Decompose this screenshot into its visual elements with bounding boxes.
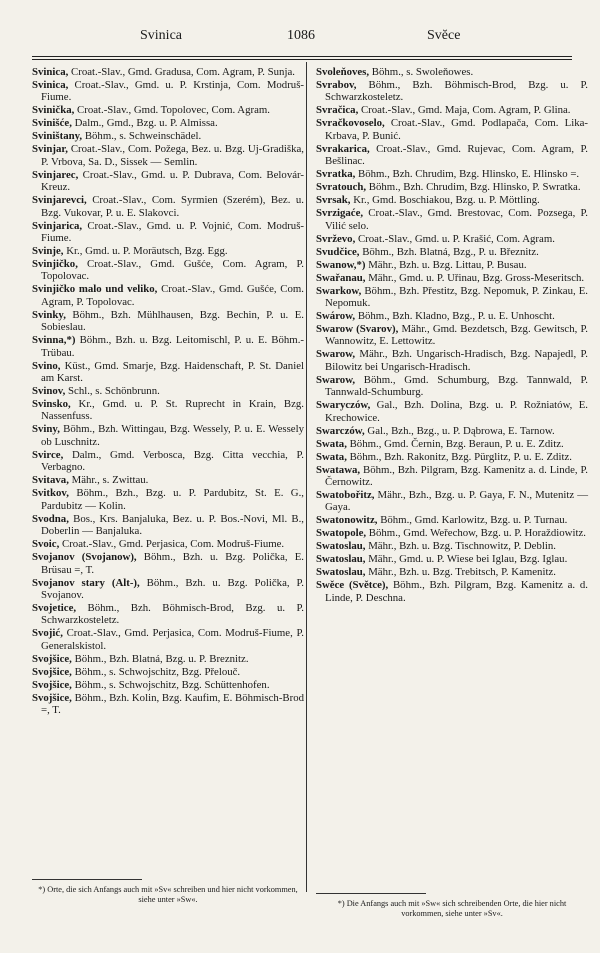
entry-description: Böhm., s. Schweinschädel.	[84, 130, 202, 143]
entry-description: Croat.-Slav., Gmd. u. P. Krstinja, Com. Modruš-Fiume.	[41, 79, 305, 104]
entry-description: Croat.-Slav., Com. Požega, Bez. u. Bzg. Uj-Gradiška, P. Vrbova, Sa. D., Sissek — Semlin.	[41, 143, 305, 168]
entry-description: Mähr., Bzh. u. Bzg. Tischnowitz, P. Deblin.	[368, 540, 556, 553]
entry-headword: Svratka,	[316, 168, 356, 181]
footnote-rule-left	[32, 879, 142, 880]
entry-description: Böhm., Bzh. u. Bzg. Polička, E. Brüsau =, T.	[41, 551, 305, 576]
gazetteer-entry	[32, 577, 304, 602]
header-left-keyword: Svinica	[140, 28, 182, 43]
gazetteer-entry	[316, 117, 588, 142]
entry-headword: Swata,	[316, 437, 347, 450]
gazetteer-entry	[32, 474, 304, 486]
gazetteer-entry	[316, 425, 588, 437]
header-rule	[32, 56, 572, 60]
entry-description: Gal., Bzh. Dolina, Bzg. u. P. Rožniatów, E. Krechowice.	[325, 399, 589, 424]
entry-headword: Svračkovoselo,	[316, 117, 385, 130]
gazetteer-entry	[316, 489, 588, 514]
gazetteer-entry	[316, 194, 588, 206]
gazetteer-entry	[32, 487, 304, 512]
entry-description: Mähr., s. Zwittau.	[71, 474, 149, 487]
entry-headword: Sviništany,	[32, 130, 83, 143]
entry-description: Böhm., s. Schwojschitz, Bzg. Přelouč.	[74, 665, 241, 678]
gazetteer-entry	[32, 283, 304, 308]
gazetteer-entry	[32, 513, 304, 538]
entry-description: Gal., Bzh., Bzg., u. P. Dąbrowa, E. Tarnow.	[367, 424, 555, 437]
entry-headword: Svodna,	[32, 512, 69, 525]
gazetteer-entry	[316, 399, 588, 424]
entry-headword: Swatawa,	[316, 463, 361, 476]
entry-description: Böhm., s. Swoleňowes.	[371, 66, 474, 78]
gazetteer-entry	[316, 438, 588, 450]
entry-headword: Svoleňoves,	[316, 66, 370, 78]
entry-description: Böhm., Bzh. u. Bzg. Polička, P. Svojanov.	[41, 576, 304, 601]
entry-description: Küst., Gmd. Smarje, Bzg. Haidenschaft, P. St. Daniel am Karst.	[41, 359, 304, 385]
gazetteer-entry	[316, 66, 588, 78]
entry-description: Böhm., Bzh. Chrudim, Bzg. Hlinsko, P. Swratka.	[368, 181, 581, 194]
gazetteer-entry	[316, 168, 588, 180]
entry-headword: Swárow,	[316, 310, 356, 323]
entry-headword: Swanow,*)	[316, 258, 366, 271]
entry-headword: Swata,	[316, 450, 347, 463]
entry-description: Dalm., Gmd. Verbosca, Bzg. Citta vecchia, P. Verbagno.	[41, 448, 304, 474]
gazetteer-entry	[316, 514, 588, 526]
gazetteer-entry	[316, 553, 588, 565]
gazetteer-entry	[32, 117, 304, 129]
gazetteer-entry	[32, 398, 304, 423]
entry-description: Böhm., Gmd. Schumburg, Bzg. Tannwald, P. Tannwald-Schumburg.	[325, 373, 589, 399]
gazetteer-entry	[32, 551, 304, 576]
entry-description: Böhm., Bzh. Rakonitz, Bzg. Pürglitz, P. u. E. Zditz.	[349, 450, 572, 463]
gazetteer-entry	[32, 143, 304, 168]
entry-headword: Svinjičko malo und veliko,	[32, 283, 158, 296]
entry-description: Croat.-Slav., Gmd. Brestovac, Com. Pozsega, P. Vilić selo.	[325, 207, 588, 232]
entry-headword: Svinsko,	[32, 398, 71, 411]
entry-description: Böhm., Bzh. Pilgram, Bzg. Kamenitz a. d. Linde, P. Černowitz.	[325, 463, 588, 489]
gazetteer-entry	[32, 679, 304, 691]
gazetteer-entry	[32, 334, 304, 359]
entry-description: Böhm., Bzh. Mühlhausen, Bzg. Bechin, P. u. E. Sobieslau.	[41, 308, 304, 334]
gazetteer-entry	[32, 423, 304, 448]
entry-headword: Swarow,	[316, 373, 356, 386]
footnote-rule-right	[316, 893, 426, 894]
gazetteer-entry	[316, 207, 588, 232]
entry-headword: Svojanov stary (Alt-),	[32, 576, 140, 589]
entry-description: Croat.-Slav., Gmd. Gušće, Com. Agram, P. Topolovac.	[41, 283, 304, 308]
entry-description: Böhm., Bzh. Přestitz, Bzg. Nepomuk, P. Zinkau, E. Nepomuk.	[325, 284, 589, 310]
gazetteer-entry	[32, 79, 304, 104]
entry-headword: Svinje,	[32, 245, 64, 258]
entry-headword: Svinna,*)	[32, 334, 76, 347]
header-right-keyword: Svĕce	[427, 28, 461, 43]
entry-headword: Swarow,	[316, 348, 356, 361]
gazetteer-entry	[316, 246, 588, 258]
gazetteer-entry	[32, 449, 304, 474]
entry-description: Croat.-Slav., Gmd. Gradusa, Com. Agram, P. Sunja.	[71, 66, 295, 78]
page-number: 1086	[287, 28, 315, 43]
column-divider	[306, 62, 307, 892]
entry-description: Böhm., Bzh. Chrudim, Bzg. Hlinsko, E. Hlinsko =.	[358, 168, 580, 181]
entry-headword: Svinica,	[32, 66, 69, 78]
left-column	[32, 66, 304, 717]
entry-headword: Svrabov,	[316, 79, 357, 91]
gazetteer-entry	[316, 104, 588, 116]
entry-headword: Svojšice,	[32, 665, 72, 678]
entry-headword: Swatoslau,	[316, 540, 366, 553]
entry-description: Croat.-Slav., Gmd. u. P. Dubrava, Com. Belovár-Kreuz.	[41, 168, 304, 194]
entry-headword: Swarczów,	[316, 424, 365, 437]
gazetteer-entry	[316, 323, 588, 348]
page-header	[0, 28, 600, 48]
entry-description: Mähr., Gmd. u. P. Uřinau, Bzg. Gross-Meseritsch.	[368, 271, 585, 284]
entry-headword: Svirce,	[32, 448, 64, 461]
entry-description: Mähr., Bzh., Bzg. u. P. Gaya, F. N., Mutenitz — Gaya.	[325, 489, 588, 514]
gazetteer-entry	[32, 169, 304, 194]
entry-description: Schl., s. Schönbrunn.	[68, 385, 160, 398]
gazetteer-entry	[32, 385, 304, 397]
entry-description: Böhm., Bzh. Böhmisch-Brod, Bzg. u. P. Schwarzkosteletz.	[41, 601, 304, 627]
entry-headword: Svratouch,	[316, 181, 367, 194]
gazetteer-entry	[32, 602, 304, 627]
entry-description: Böhm., Bzh. Kladno, Bzg., P. u. E. Unhoscht.	[357, 310, 555, 323]
entry-headword: Swatoslau,	[316, 553, 366, 566]
gazetteer-entry	[32, 258, 304, 283]
entry-headword: Swatopole,	[316, 527, 367, 540]
entry-headword: Svinky,	[32, 308, 66, 321]
entry-description: Böhm., Bzh. Blatná, Bzg. u. P. Breznitz.	[74, 652, 249, 665]
gazetteer-entry	[316, 579, 588, 604]
entry-headword: Swařanau,	[316, 271, 366, 284]
gazetteer-entry	[316, 348, 588, 373]
entry-description: Böhm., Bzh., Bzg. u. P. Pardubitz, St. E. G., Pardubitz — Kolin.	[41, 487, 305, 512]
entry-headword: Svinjičko,	[32, 258, 78, 271]
entry-headword: Svojšice,	[32, 691, 72, 704]
entry-headword: Svojić,	[32, 627, 63, 640]
entry-headword: Swatonowitz,	[316, 514, 378, 527]
gazetteer-entry	[32, 692, 304, 717]
entry-description: Mähr., Bzh. u. Bzg. Littau, P. Busau.	[368, 258, 527, 271]
entry-headword: Sviny,	[32, 423, 60, 436]
gazetteer-entry	[316, 79, 588, 104]
entry-headword: Swatoslau,	[316, 566, 366, 579]
entry-headword: Swatobořitz,	[316, 489, 375, 502]
entry-description: Croat.-Slav., Gmd. Perjasica, Com. Modruš-Fiume.	[62, 538, 285, 551]
footnote-right: *) Die Anfangs auch mit »Sw« sich schreibenden Orte, die hier nicht vorkommen, siehe unter »Sv«.	[337, 899, 567, 918]
entry-description: Kr., Gmd. u. P. St. Ruprecht in Krain, Bzg. Nassenfuss.	[41, 398, 304, 423]
entry-headword: Svinjarec,	[32, 168, 79, 181]
entry-headword: Svinjarevci,	[32, 194, 87, 207]
entry-description: Böhm., Bzh. u. Bzg. Leitomischl, P. u. E. Böhm.-Trübau.	[41, 334, 304, 359]
entry-headword: Swěce (Světce),	[316, 579, 389, 592]
gazetteer-entry	[316, 285, 588, 310]
gazetteer-entry	[32, 627, 304, 652]
entry-headword: Svino,	[32, 359, 61, 372]
entry-headword: Svinička,	[32, 104, 75, 117]
gazetteer-entry	[316, 527, 588, 539]
entry-description: Croat.-Slav., Gmd. u. P. Vojnić, Com. Modruš-Fiume.	[41, 219, 305, 245]
gazetteer-entry	[32, 194, 304, 219]
gazetteer-entry	[32, 66, 304, 78]
entry-description: Böhm., Gmd. Černin, Bzg. Beraun, P. u. E. Zditz.	[349, 437, 564, 450]
entry-description: Mähr., Gmd. Bezdetsch, Bzg. Gewitsch, P. Wannowitz, E. Lettowitz.	[325, 323, 588, 348]
gazetteer-entry	[316, 540, 588, 552]
entry-description: Croat.-Slav., Com. Syrmien (Szerém), Bez. u. Bzg. Vukovar, P. u. E. Slakovci.	[41, 194, 304, 219]
entry-headword: Svojetice,	[32, 601, 77, 614]
entry-headword: Svudčice,	[316, 245, 360, 258]
gazetteer-entry	[316, 143, 588, 168]
footnote-left: *) Orte, die sich Anfangs auch mit »Sv« schreiben und hier nicht vorkommen, siehe unter »Sw«.	[38, 885, 298, 904]
entry-description: Böhm., s. Schwojschitz, Bzg. Schüttenhofen.	[74, 678, 270, 691]
gazetteer-entry	[316, 566, 588, 578]
entry-description: Croat.-Slav., Gmd. Podlapača, Com. Lika-Krbava, P. Bunić.	[325, 117, 588, 142]
entry-description: Kr., Gmd. u. P. Moräutsch, Bzg. Egg.	[66, 245, 228, 258]
entry-description: Mähr., Bzh. u. Bzg. Trebitsch, P. Kamenitz.	[368, 566, 556, 579]
entry-description: Bos., Krs. Banjaluka, Bez. u. P. Bos.-Novi, Ml. B., Doberlin — Banjaluka.	[41, 512, 305, 538]
entry-description: Mähr., Bzh. Ungarisch-Hradisch, Bzg. Napajedl, P. Bilowitz bei Ungarisch-Hradisch.	[325, 348, 589, 373]
gazetteer-entry	[316, 464, 588, 489]
entry-description: Mähr., Gmd. u. P. Wiese bei Iglau, Bzg. Iglau.	[368, 553, 568, 566]
gazetteer-entry	[32, 130, 304, 142]
gazetteer-entry	[32, 666, 304, 678]
entry-headword: Svrzigaće,	[316, 207, 364, 220]
entry-description: Croat.-Slav., Gmd. Gušće, Com. Agram, P. Topolovac.	[41, 258, 304, 283]
gazetteer-entry	[32, 538, 304, 550]
entry-headword: Svojšice,	[32, 678, 72, 691]
entry-headword: Svinica,	[32, 79, 69, 91]
gazetteer-entry	[32, 309, 304, 334]
entry-headword: Svojšice,	[32, 652, 72, 665]
entry-description: Kr., Gmd. Boschiakou, Bzg. u. P. Möttling.	[353, 194, 540, 207]
gazetteer-entry	[32, 653, 304, 665]
gazetteer-entry	[32, 220, 304, 245]
gazetteer-entry	[316, 374, 588, 399]
gazetteer-entry	[316, 259, 588, 271]
entry-description: Böhm., Gmd. Karlowitz, Bzg. u. P. Turnau.	[380, 514, 568, 527]
gazetteer-entry	[32, 360, 304, 385]
entry-description: Croat.-Slav., Gmd. u. P. Krašić, Com. Agram.	[357, 232, 555, 245]
entry-headword: Swarkow,	[316, 284, 362, 297]
entry-headword: Svrževo,	[316, 232, 356, 245]
gazetteer-entry	[316, 272, 588, 284]
entry-headword: Svinov,	[32, 385, 66, 398]
entry-description: Dalm., Gmd., Bzg. u. P. Almissa.	[74, 117, 218, 130]
entry-description: Croat.-Slav., Gmd. Rujevac, Com. Agram, P. Bešlinac.	[325, 142, 589, 168]
entry-headword: Svrakarica,	[316, 142, 370, 155]
right-column	[316, 66, 588, 605]
entry-headword: Svitava,	[32, 474, 69, 487]
gazetteer-entry	[32, 245, 304, 257]
entry-description: Böhm., Bzh. Blatná, Bzg., P. u. Březnitz.	[362, 245, 539, 258]
gazetteer-entry	[316, 310, 588, 322]
entry-headword: Svojanov (Svojanow),	[32, 551, 137, 564]
entry-description: Böhm., Bzh. Pilgram, Bzg. Kamenitz a. d. Linde, P. Deschna.	[325, 579, 588, 604]
entry-description: Böhm., Bzh. Böhmisch-Brod, Bzg. u. P. Schwarzkosteletz.	[325, 79, 588, 104]
entry-headword: Svinjarica,	[32, 219, 83, 232]
gazetteer-entry	[32, 104, 304, 116]
entry-headword: Svitkov,	[32, 487, 69, 500]
entry-description: Croat.-Slav., Gmd. Perjasica, Com. Modruš-Fiume, P. Generalskistol.	[41, 627, 304, 652]
entry-description: Böhm., Bzh. Kolin, Bzg. Kaufim, E. Böhmisch-Brod =, T.	[41, 691, 305, 717]
entry-description: Böhm., Bzh. Wittingau, Bzg. Wessely, P. u. E. Wessely ob Luschnitz.	[41, 423, 305, 448]
entry-description: Croat.-Slav., Gmd. Maja, Com. Agram, P. Glina.	[360, 104, 571, 117]
entry-headword: Svinišće,	[32, 117, 72, 130]
entry-headword: Swaryczów,	[316, 399, 371, 412]
entry-description: Croat.-Slav., Gmd. Topolovec, Com. Agram.	[77, 104, 270, 117]
entry-headword: Swarow (Svarov),	[316, 323, 399, 336]
entry-description: Böhm., Gmd. Weřechow, Bzg. u. P. Horaždiowitz.	[368, 527, 586, 540]
entry-headword: Svinjar,	[32, 143, 68, 156]
gazetteer-entry	[316, 451, 588, 463]
gazetteer-entry	[316, 181, 588, 193]
entry-headword: Svoic,	[32, 538, 60, 551]
entry-headword: Svračica,	[316, 104, 359, 117]
entry-headword: Svrsak,	[316, 194, 351, 207]
gazetteer-entry	[316, 233, 588, 245]
